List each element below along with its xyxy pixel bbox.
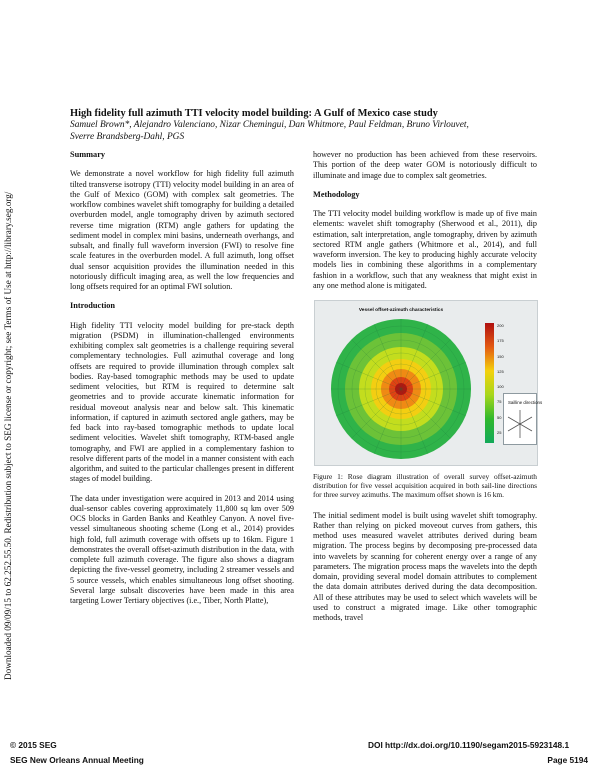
methodology-paragraph-2: The initial sediment model is built using wavelet shift tomography. Rather than relying on picked moveout curves from gathers, this method uses measured wavelet attributes derived during beam migration. The process begins by decomposing pre-processed data into wavelets by scanning for coherent energy over a range of any parameters. The migration process maps the wavelets into the depth domain, providing several model domain attributes to complement the data domain attributes derived during the data decomposition. All of these attributes may be used to select which wavelets will be used to construct a migrated image. Like other tomographic methods, travel (313, 510, 537, 623)
scale-tick: 200 (497, 323, 504, 328)
sailline-label: Sailline directions (508, 400, 543, 405)
right-paragraph-0: however no production has been achieved from these reservoirs. This portion of the deep water GOM is notoriously difficult to illuminate and image due to complex salt geometries. (313, 150, 537, 180)
methodology-paragraph-1: The TTI velocity model building workflow is made up of five main elements: wavelet shift tomography (Sherwood et al., 2011), dip estimation, salt interpretation, angle tomography, driven by azimuth sectored RTM angle gathers (Whitmore et al., 2014), and full waveform inversion. The key to producing highly accurate velocity models lies in combining these algorithms in a complementary fashion in a workflow, such that any weakness that might exist in any one method alone is mitigated. (313, 209, 537, 290)
intro-paragraph-2: The data under investigation were acquired in 2013 and 2014 using dual-sensor cables covering approximately 11,800 sq km over 509 OCS blocks in Garden Banks and Keathley Canyon. A novel five-vessel simultaneous shooting scheme (Long et al., 2014) provides high fold, full azimuth coverage with offsets up to 16km. Figure 1 demonstrates the overall offset-azimuth distribution in the data, with complete full azimuth coverage. The figure also shows a diagram depicting the five-vessel geometry, including 2 streamer vessels and 5 source vessels, which enables simultaneous long offset shooting. Several large subsalt discoveries have been made in this area targeting Lower Tertiary objectives (i.e., Tiber, North Platte), (70, 493, 294, 605)
figure-1 (314, 300, 543, 466)
color-scale-bar (485, 323, 494, 443)
author-line-1: Samuel Brown*, Alejandro Valenciano, Nizar Chemingui, Dan Whitmore, Paul Feldman, Bruno Virlouvet, (70, 120, 469, 130)
sailline-star-icon (504, 404, 536, 444)
author-line-2: Sverre Brandsberg-Dahl, PGS (70, 131, 185, 142)
left-column (70, 150, 294, 615)
footer-line-2 (10, 755, 588, 765)
scale-tick: 50 (497, 414, 502, 420)
footer-line-1 (10, 740, 588, 750)
scale-tick: 150 (497, 353, 504, 359)
scale-tick: 175 (497, 338, 504, 344)
summary-heading: Summary (70, 150, 106, 159)
intro-paragraph-1: High fidelity TTI velocity model building for pre-stack depth migration (PSDM) in illumination-challenged environments exhibiting complex salt geometries is a challenge requiring several complementary technologies. Full azimuthal coverage and long offsets are required to provide illumination through complex salt bodies. Ray-based tomographic methods may be used to update sediment velocities, but RTM is required to determine salt geometries and to provide accurate kinematic information for residual moveout analysis near and below salt. This kinematic information, if captured in azimuth sectored angle gathers, may be fed back into ray-based tomographic methods to update local sediment velocities. Wavelet shift tomography, RTM-based angle tomography, and FWI are applied in a complementary fashion to resolve different parts of the model in a manner consistent with each algorithm, and suited to the particular challenges present in different stages of model building. (70, 320, 294, 484)
meeting-name: SEG New Orleans Annual Meeting (10, 755, 144, 765)
scale-tick: 75 (497, 399, 502, 405)
introduction-heading: Introduction (70, 301, 116, 311)
methodology-heading: Methodology (313, 189, 360, 199)
right-column (313, 150, 543, 632)
rose-diagram (321, 317, 481, 461)
figure-caption: Figure 1: Rose diagram illustration of overall survey offset-azimuth distribution for five vessel acquisition acquired in both sail-line directions for three survey azimuths. The maximum offset shown is 16 km. (313, 472, 537, 500)
download-notice (1, 120, 15, 680)
copyright: © 2015 SEG (10, 740, 57, 750)
scale-tick: 125 (497, 368, 504, 374)
scale-tick: 25 (497, 430, 502, 436)
scale-tick: 100 (497, 384, 504, 390)
paper-title: High fidelity full azimuth TTI velocity model building: A Gulf of Mexico case study (70, 108, 438, 119)
sailline-inset (503, 393, 543, 445)
author-list (70, 120, 530, 143)
doi-link[interactable]: DOI http://dx.doi.org/10.1190/segam2015-5923148.1 (368, 740, 570, 750)
figure-title: Vessel offset-azimuth characteristics (358, 308, 444, 313)
summary-text: We demonstrate a novel workflow for high fidelity full azimuth tilted transverse isotropy (TTI) velocity model building in an area of the Gulf of Mexico (GOM) with complex salt geometries. The workflow combines wavelet shift tomography for building a detailed overburden model, angle tomography driven by azimuth sectored reverse time migration (RTM) angle gathers for updating the sediment model in complex mini basins, underneath overhangs, and subsalt, and finally full waveform inversion (FWI) to resolve fine scale features in the overburden model. A full azimuth, long offset dual sensor acquisition provides the illumination needed in this notoriously difficult imaging area, as well the low frequencies and long offsets required for an optimal FWI solution. (70, 169, 294, 291)
download-notice-text: Downloaded 09/09/15 to 62.252.55.50. Redistribution subject to SEG license or copyright; see Terms of Use at http://library.seg.org/ (3, 191, 13, 680)
page-number: Page 5194 (547, 755, 588, 765)
